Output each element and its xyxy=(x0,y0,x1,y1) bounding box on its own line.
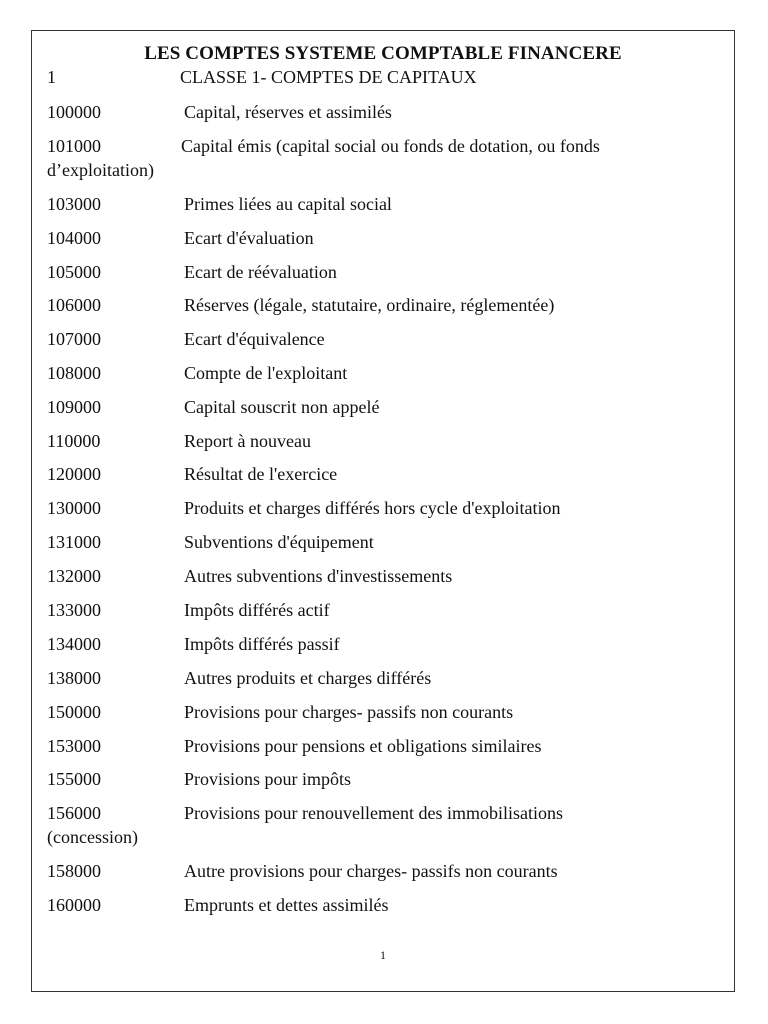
account-code: 138000 xyxy=(47,668,101,688)
account-code: 103000 xyxy=(47,194,101,214)
account-code: 110000 xyxy=(47,431,101,451)
classe-code: 1 xyxy=(47,67,56,87)
account-code: 156000 xyxy=(47,803,101,823)
account-code: 101000 xyxy=(47,136,101,156)
account-code: 132000 xyxy=(47,566,101,586)
account-code: 109000 xyxy=(47,397,101,417)
account-label: Autre provisions pour charges- passifs non courants xyxy=(184,861,558,881)
account-label-continuation: d’exploitation) xyxy=(47,160,154,180)
account-label: Capital, réserves et assimilés xyxy=(184,102,392,122)
account-label: Report à nouveau xyxy=(184,431,311,451)
account-label: Ecart de réévaluation xyxy=(184,262,337,282)
account-code: 158000 xyxy=(47,861,101,881)
account-code: 153000 xyxy=(47,736,101,756)
account-code: 104000 xyxy=(47,228,101,248)
account-label: Capital émis (capital social ou fonds de dotation, ou fonds xyxy=(181,136,600,156)
account-label: Produits et charges différés hors cycle d'exploitation xyxy=(184,498,561,518)
account-code: 133000 xyxy=(47,600,101,620)
account-label: Provisions pour charges- passifs non courants xyxy=(184,702,514,722)
account-label: Ecart d'évaluation xyxy=(184,228,314,248)
account-code: 107000 xyxy=(47,329,101,349)
account-label: Impôts différés passif xyxy=(184,634,340,654)
account-label: Primes liées au capital social xyxy=(184,194,392,214)
account-label: Résultat de l'exercice xyxy=(184,464,338,484)
account-label: Compte de l'exploitant xyxy=(184,363,348,383)
account-code: 105000 xyxy=(47,262,101,282)
account-code: 130000 xyxy=(47,498,101,518)
account-label: Réserves (légale, statutaire, ordinaire, réglementée) xyxy=(184,295,555,315)
account-code: 120000 xyxy=(47,464,101,484)
account-label: Emprunts et dettes assimilés xyxy=(184,895,389,915)
account-label-continuation: (concession) xyxy=(47,827,138,847)
account-label: Autres subventions d'investissements xyxy=(184,566,453,586)
account-label: Provisions pour pensions et obligations similaires xyxy=(184,736,542,756)
account-code: 106000 xyxy=(47,295,101,315)
document-title: LES COMPTES SYSTEME COMPTABLE FINANCERE xyxy=(144,43,622,64)
account-label: Capital souscrit non appelé xyxy=(184,397,380,417)
account-label: Impôts différés actif xyxy=(184,600,330,620)
account-code: 150000 xyxy=(47,702,101,722)
account-code: 108000 xyxy=(47,363,101,383)
page-number: 1 xyxy=(380,948,386,962)
account-code: 131000 xyxy=(47,532,101,552)
account-code: 134000 xyxy=(47,634,101,654)
document-page xyxy=(31,30,735,992)
account-label: Provisions pour renouvellement des immobilisations xyxy=(184,803,563,823)
account-label: Subventions d'équipement xyxy=(184,532,374,552)
account-label: Autres produits et charges différés xyxy=(184,668,432,688)
account-label: Ecart d'équivalence xyxy=(184,329,325,349)
account-code: 100000 xyxy=(47,102,101,122)
account-code: 155000 xyxy=(47,769,101,789)
account-code: 160000 xyxy=(47,895,101,915)
classe-label: CLASSE 1- COMPTES DE CAPITAUX xyxy=(180,67,477,87)
account-label: Provisions pour impôts xyxy=(184,769,352,789)
